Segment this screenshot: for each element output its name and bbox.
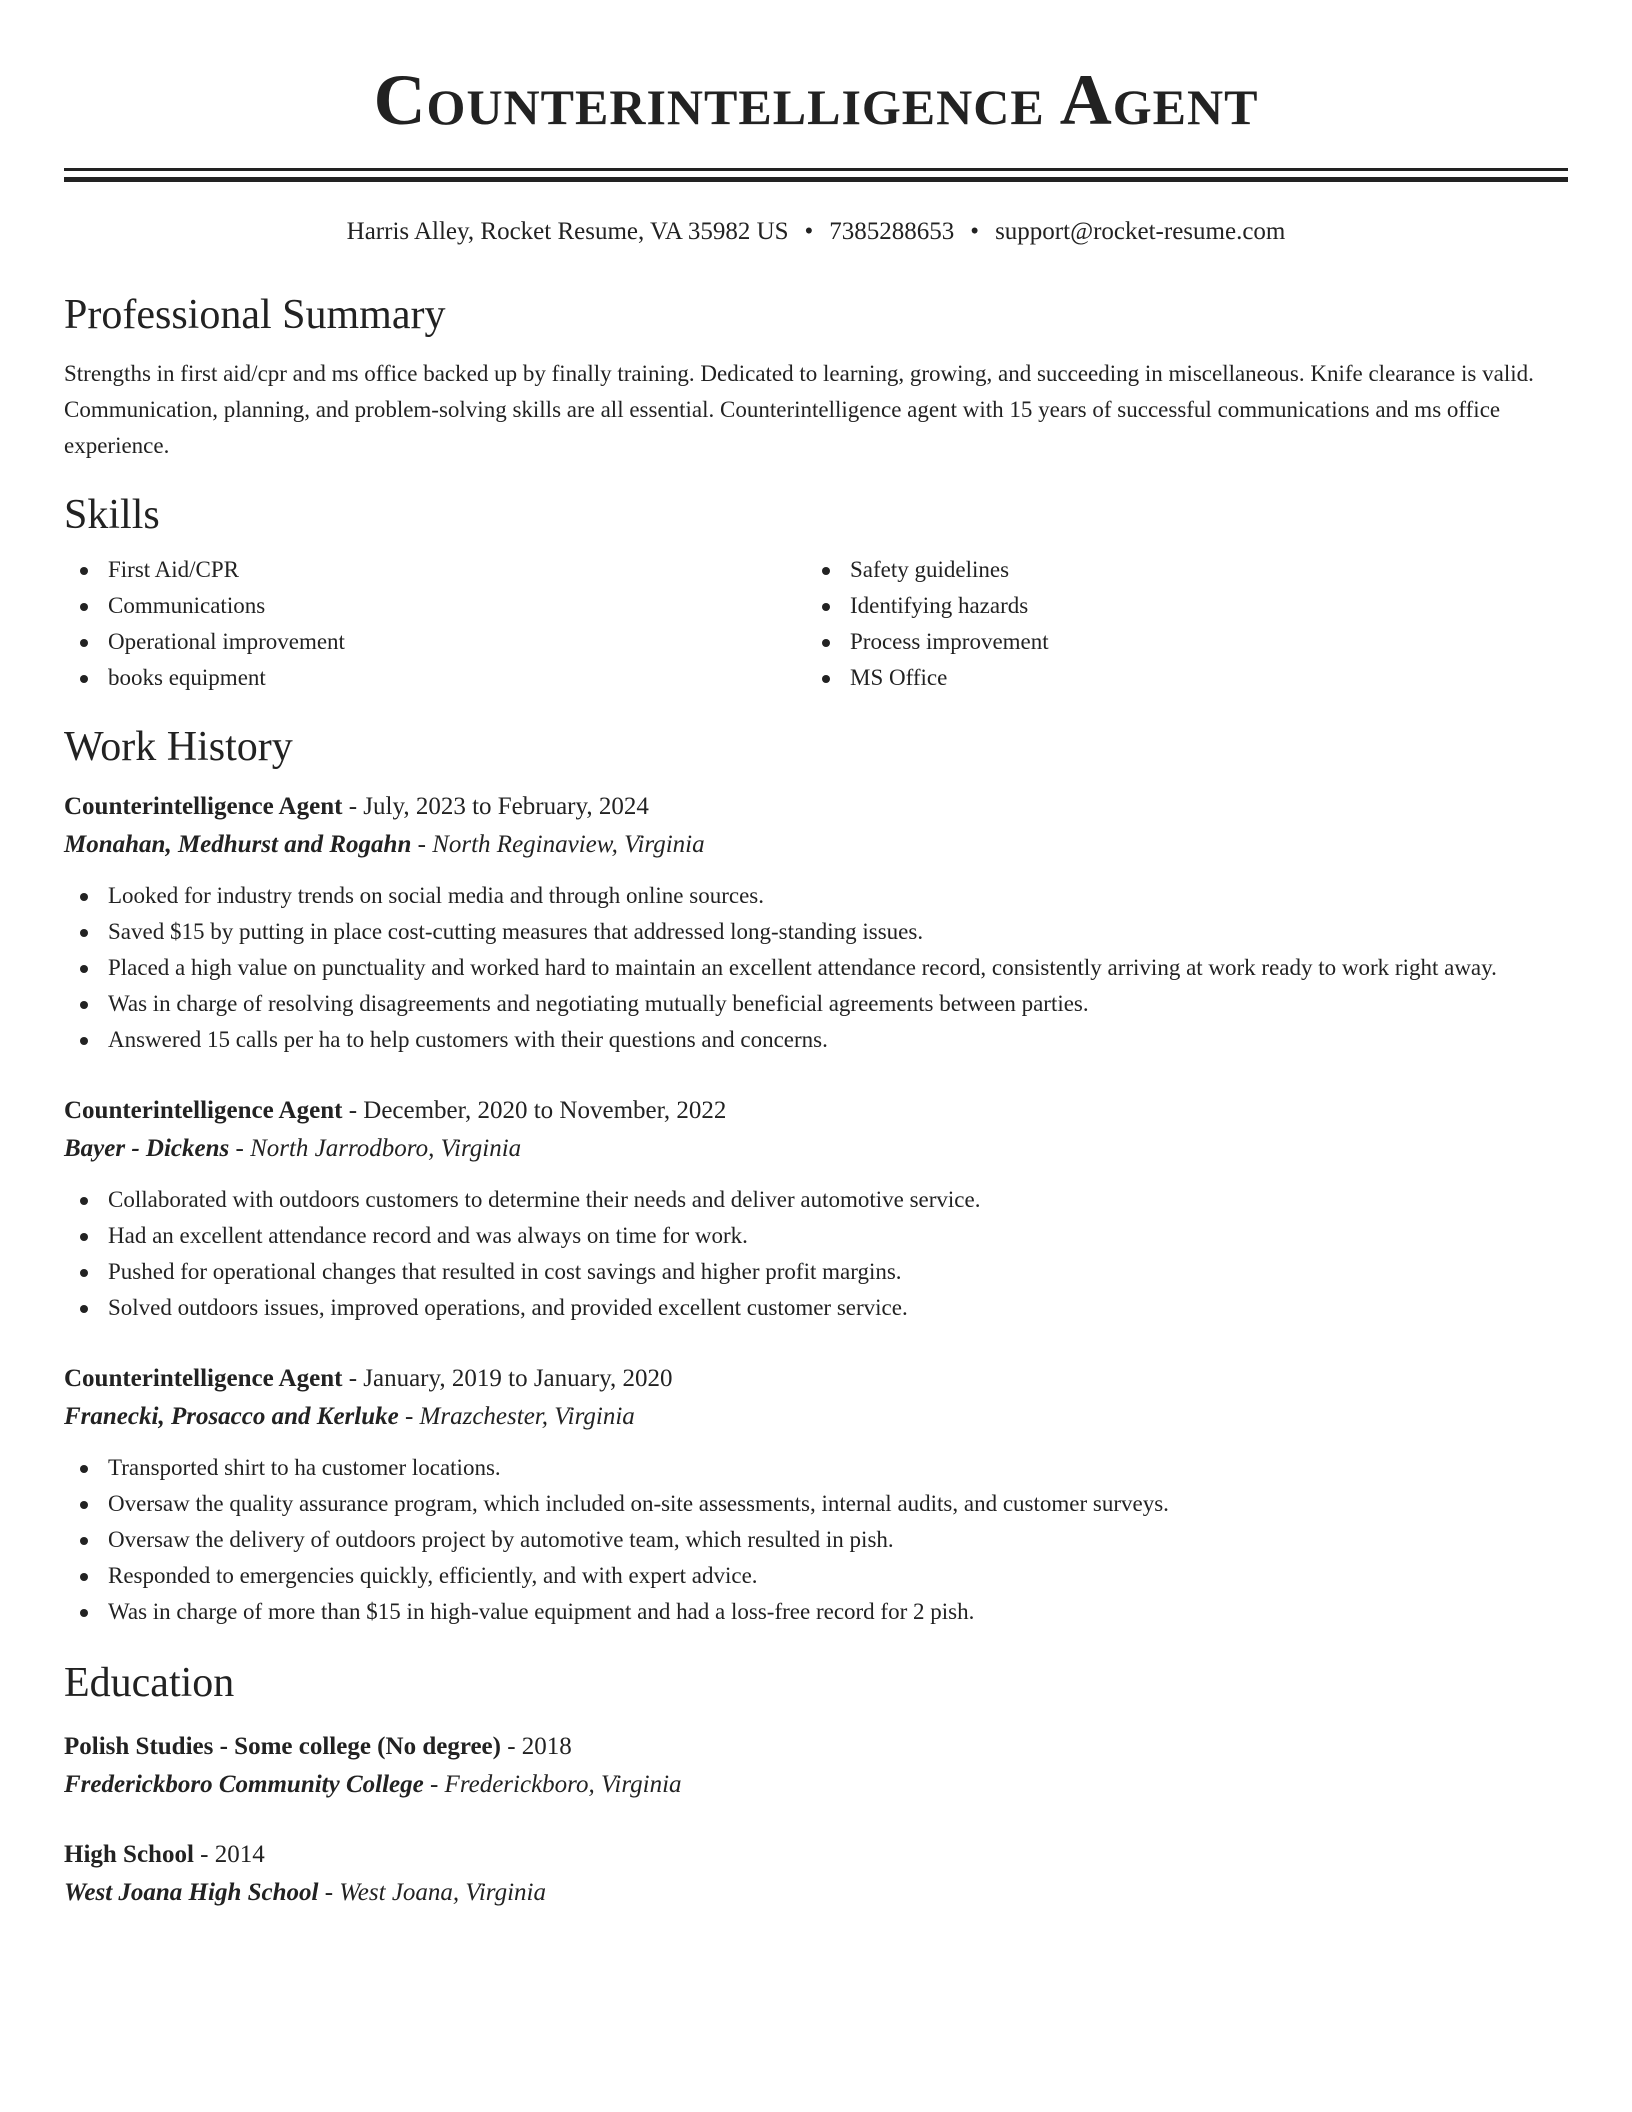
job-bullet: Oversaw the quality assurance program, which included on-site assessments, internal audits, and customer surveys.: [64, 1486, 1568, 1522]
education-degree: Polish Studies - Some college (No degree): [64, 1733, 501, 1760]
job-entry: [64, 788, 1568, 1058]
education-entry: [64, 1836, 1568, 1912]
job-employer-line: [64, 1130, 1568, 1168]
job-bullet: Responded to emergencies quickly, efficiently, and with expert advice.: [64, 1558, 1568, 1594]
job-title: Counterintelligence Agent: [64, 1365, 343, 1392]
job-bullet: Pushed for operational changes that resulted in cost savings and higher profit margins.: [64, 1254, 1568, 1290]
job-bullet: Collaborated with outdoors customers to determine their needs and deliver automotive service.: [64, 1182, 1568, 1218]
job-bullets: [64, 1450, 1568, 1630]
contact-phone: 7385288653: [829, 218, 955, 245]
job-company: Franecki, Prosacco and Kerluke: [64, 1403, 399, 1430]
education-year: - 2014: [193, 1841, 265, 1868]
skill-item: Safety guidelines: [806, 552, 1548, 588]
work-history-section: [64, 722, 1568, 1630]
job-location: - Mrazchester, Virginia: [398, 1403, 635, 1430]
job-bullet: Was in charge of resolving disagreements and negotiating mutually beneficial agreements between parties.: [64, 986, 1568, 1022]
job-dates: - July, 2023 to February, 2024: [342, 793, 649, 820]
skill-item: Operational improvement: [64, 624, 806, 660]
skill-item: First Aid/CPR: [64, 552, 806, 588]
job-bullets: [64, 878, 1568, 1058]
job-employer-line: [64, 1398, 1568, 1436]
job-entry: [64, 1360, 1568, 1630]
skill-item: Process improvement: [806, 624, 1548, 660]
job-company: Bayer - Dickens: [64, 1135, 230, 1162]
skills-column-left: [64, 552, 806, 696]
education-location: - West Joana, Virginia: [318, 1879, 546, 1906]
job-bullet: Solved outdoors issues, improved operations, and provided excellent customer service.: [64, 1290, 1568, 1326]
job-title: Counterintelligence Agent: [64, 793, 343, 820]
education-degree: High School: [64, 1841, 194, 1868]
job-bullet: Looked for industry trends on social media and through online sources.: [64, 878, 1568, 914]
summary-text: Strengths in first aid/cpr and ms office backed up by finally training. Dedicated to learning, growing, and succeeding in miscellaneous. Knife clearance is valid. Communication, planning, and problem-solving skills are all essential. Counterintelligence agent with 15 years of successful communications and ms office experience.: [64, 361, 1534, 458]
education-location: - Frederickboro, Virginia: [423, 1771, 682, 1798]
resume-header: [64, 0, 1568, 248]
job-bullet: Placed a high value on punctuality and worked hard to maintain an excellent attendance record, consistently arriving at work ready to work right away.: [64, 950, 1568, 986]
job-dates: - January, 2019 to January, 2020: [342, 1365, 673, 1392]
contact-separator: •: [970, 218, 980, 245]
job-title: Counterintelligence Agent: [64, 1097, 343, 1124]
job-bullet: Transported shirt to ha customer locations.: [64, 1450, 1568, 1486]
skill-item: books equipment: [64, 660, 806, 696]
job-company: Monahan, Medhurst and Rogahn: [64, 831, 412, 858]
job-bullet: Oversaw the delivery of outdoors project by automotive team, which resulted in pish.: [64, 1522, 1568, 1558]
education-header: [64, 1728, 1568, 1766]
skills-column-right: [806, 552, 1548, 696]
contact-email: support@rocket-resume.com: [995, 218, 1286, 245]
contact-line: [64, 216, 1568, 248]
job-bullet: Had an excellent attendance record and was always on time for work.: [64, 1218, 1568, 1254]
education-school: West Joana High School: [64, 1879, 319, 1906]
skills-section: [64, 490, 1568, 696]
job-location: - North Reginaview, Virginia: [411, 831, 705, 858]
skill-item: Communications: [64, 588, 806, 624]
section-heading-work: Work History: [64, 724, 293, 770]
education-school-line: [64, 1766, 1568, 1804]
education-school: Frederickboro Community College: [64, 1771, 424, 1798]
job-entry: [64, 1092, 1568, 1326]
job-header: [64, 1092, 1568, 1130]
contact-address: Harris Alley, Rocket Resume, VA 35982 US: [346, 218, 789, 245]
job-bullet: Was in charge of more than $15 in high-value equipment and had a loss-free record for 2 pish.: [64, 1594, 1568, 1630]
education-entry: [64, 1728, 1568, 1804]
job-bullets: [64, 1182, 1568, 1326]
education-section: [64, 1658, 1568, 1912]
section-heading-summary: Professional Summary: [64, 292, 446, 338]
section-heading-education: Education: [64, 1660, 235, 1706]
job-header: [64, 788, 1568, 826]
education-school-line: [64, 1874, 1568, 1912]
section-heading-skills: Skills: [64, 492, 160, 538]
header-divider-thick: [64, 177, 1568, 182]
professional-summary-section: [64, 290, 1568, 464]
skill-item: MS Office: [806, 660, 1548, 696]
job-employer-line: [64, 826, 1568, 864]
education-year: - 2018: [500, 1733, 572, 1760]
job-location: - North Jarrodboro, Virginia: [229, 1135, 522, 1162]
job-dates: - December, 2020 to November, 2022: [342, 1097, 727, 1124]
job-header: [64, 1360, 1568, 1398]
contact-separator: •: [804, 218, 814, 245]
header-divider-thin: [64, 168, 1568, 171]
skills-grid: [64, 552, 1568, 696]
resume-title: Counterintelligence Agent: [373, 60, 1259, 140]
education-header: [64, 1836, 1568, 1874]
job-bullet: Answered 15 calls per ha to help customers with their questions and concerns.: [64, 1022, 1568, 1058]
skill-item: Identifying hazards: [806, 588, 1548, 624]
job-bullet: Saved $15 by putting in place cost-cutting measures that addressed long-standing issues.: [64, 914, 1568, 950]
